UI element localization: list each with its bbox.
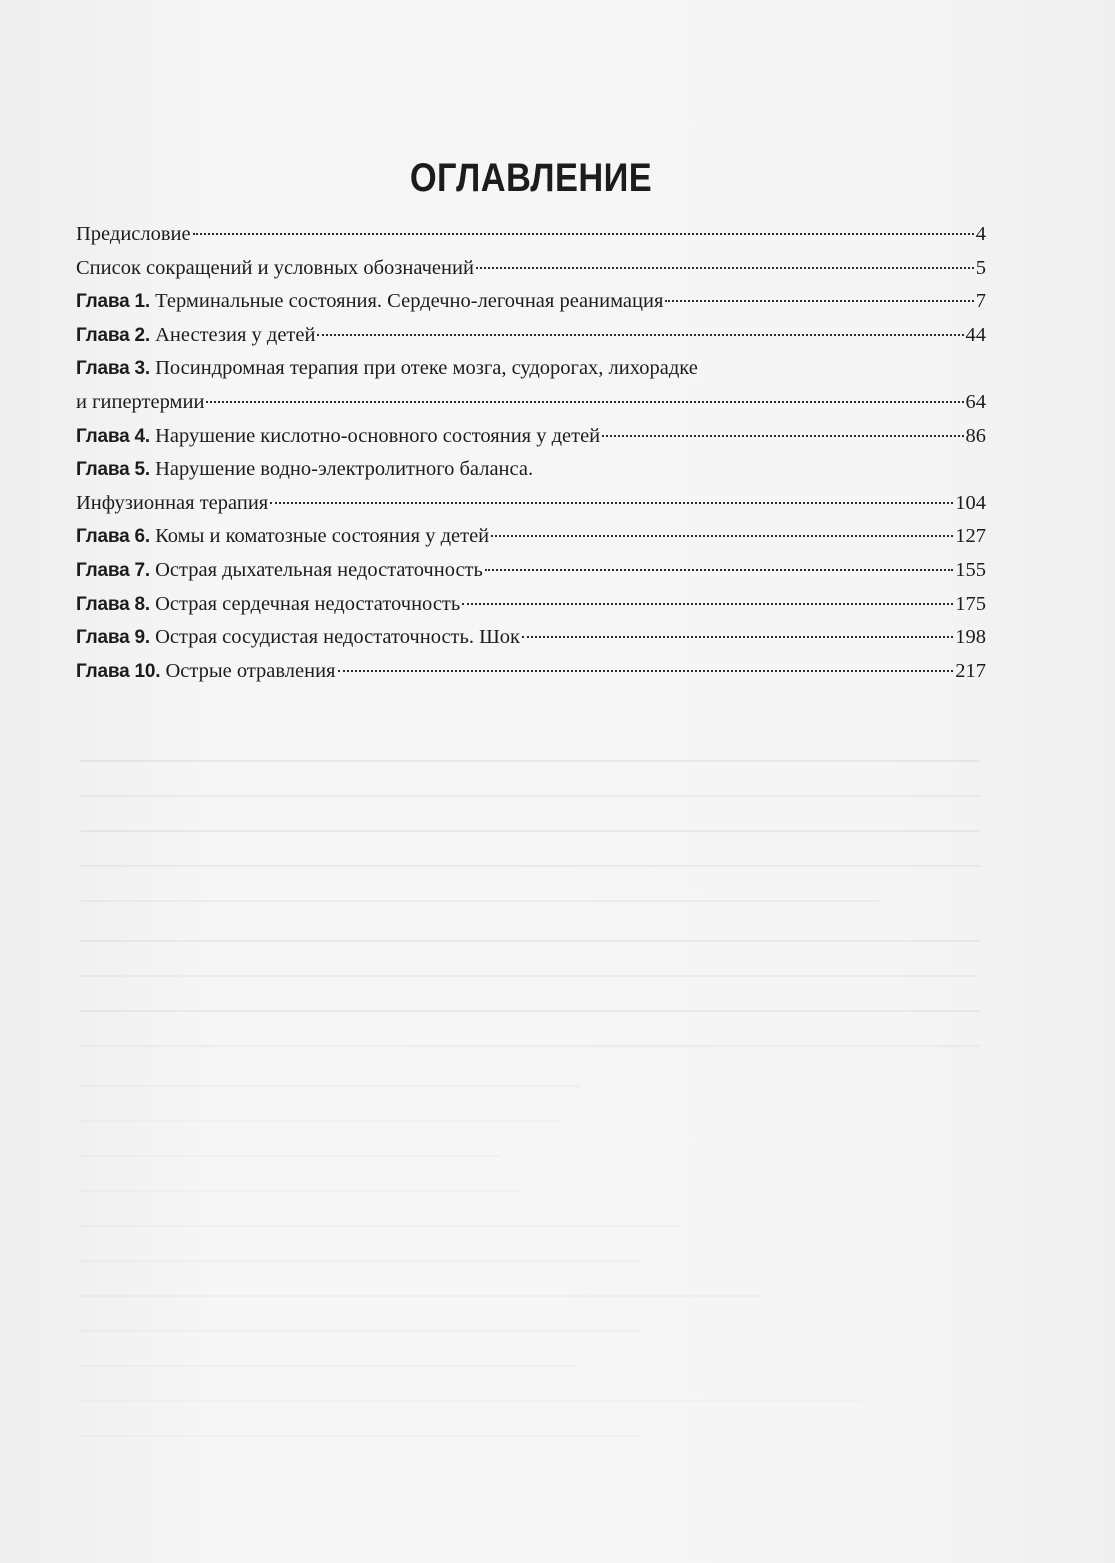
chapter-title: Острая дыхательная недостаточность: [155, 558, 483, 581]
entry-page: 217: [955, 659, 986, 682]
leader-dots: [476, 267, 974, 269]
chapter-title: Нарушение кислотно-основного состояния у детей: [155, 424, 601, 447]
chapter-number: Глава 3.: [76, 358, 150, 380]
chapter-title: Острая сердечная недостаточность: [155, 592, 461, 615]
chapter-title: Нарушение водно-электролитного баланса.: [155, 458, 534, 481]
entry-page: 4: [975, 223, 986, 245]
entry-page: 198: [955, 626, 986, 649]
leader-dots: [491, 535, 953, 537]
entry-label: Список сокращений и условных обозначений: [76, 256, 474, 279]
leader-dots: [193, 233, 974, 235]
entry-page: 5: [975, 256, 986, 279]
toc-entry[interactable]: [76, 520, 986, 554]
table-of-contents: [76, 150, 986, 688]
entry-page: 7: [975, 290, 986, 313]
toc-entry[interactable]: [76, 621, 986, 655]
chapter-number: Глава 1.: [76, 291, 150, 313]
chapter-title: Анестезия у детей: [155, 323, 316, 346]
entry-page: 44: [965, 323, 986, 346]
chapter-number: Глава 5.: [76, 459, 150, 481]
chapter-number: Глава 9.: [76, 627, 150, 649]
chapter-number: Глава 4.: [76, 425, 150, 447]
entry-label: Предисловие: [76, 223, 191, 245]
chapter-number: Глава 2.: [76, 324, 150, 346]
toc-entry[interactable]: [76, 285, 986, 319]
chapter-title: Острые отравления: [165, 659, 336, 682]
entry-page: 127: [955, 525, 986, 548]
toc-entry[interactable]: [76, 319, 986, 353]
toc-entry-continuation[interactable]: [76, 386, 986, 420]
toc-entry[interactable]: [76, 453, 986, 487]
entry-page: 64: [965, 390, 986, 413]
toc-entry-continuation[interactable]: [76, 487, 986, 521]
entry-page: 104: [955, 491, 986, 514]
toc-entry[interactable]: [76, 420, 986, 454]
toc-entry[interactable]: [76, 352, 986, 386]
chapter-title: Комы и коматозные состояния у детей: [155, 525, 490, 548]
entry-page: 86: [965, 424, 986, 447]
leader-dots: [485, 569, 953, 571]
leader-dots: [317, 334, 963, 336]
toc-entry[interactable]: [76, 252, 986, 286]
chapter-title-continued: Инфузионная терапия: [76, 491, 269, 514]
toc-entry[interactable]: [76, 588, 986, 622]
chapter-title: Терминальные состояния. Сердечно-легочная реанимация: [155, 290, 664, 313]
leader-dots: [206, 401, 963, 403]
chapter-number: Глава 6.: [76, 526, 150, 548]
chapter-title-continued: и гипертермии: [76, 390, 205, 413]
chapter-number: Глава 7.: [76, 559, 150, 581]
chapter-title: Посиндромная терапия при отеке мозга, судорогах, лихорадке: [155, 357, 698, 380]
toc-entry[interactable]: [76, 655, 986, 689]
leader-dots: [270, 502, 953, 504]
chapter-number: Глава 8.: [76, 593, 150, 615]
leader-dots: [462, 603, 953, 605]
toc-entry[interactable]: [76, 554, 986, 588]
toc-title: ОГЛАВЛЕНИЕ: [409, 156, 653, 200]
leader-dots: [665, 300, 973, 302]
leader-dots: [522, 636, 953, 638]
entry-page: 155: [955, 558, 986, 581]
leader-dots: [338, 670, 954, 672]
toc-entry[interactable]: [76, 218, 986, 252]
entry-page: 175: [955, 592, 986, 615]
chapter-number: Глава 10.: [76, 660, 161, 682]
chapter-title: Острая сосудистая недостаточность. Шок: [155, 626, 520, 649]
leader-dots: [602, 435, 963, 437]
